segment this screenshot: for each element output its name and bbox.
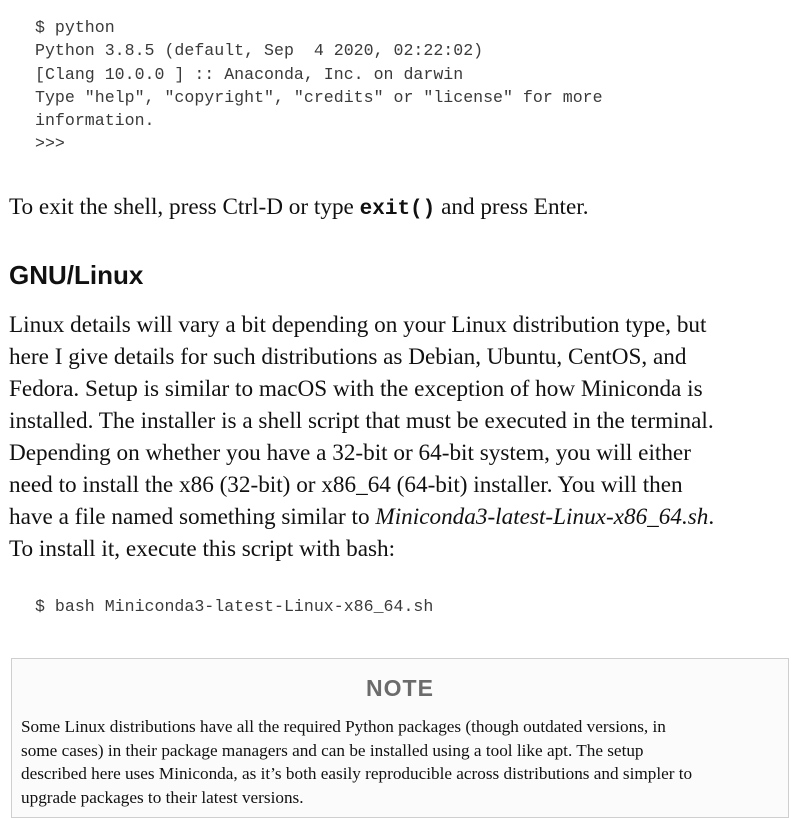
bash-command-block [35,595,433,618]
note-line: Some Linux distributions have all the required Python packages (though outdated versions, in [21,717,666,736]
paragraph-line: To install it, execute this script with bash: [9,536,396,562]
python-shell-output [35,16,603,156]
note-box [11,658,789,818]
paragraph-line: Depending on whether you have a 32-bit or 64-bit system, you will either [9,440,691,466]
note-line: described here uses Miniconda, as it’s both easily reproducible across distributions and simpler to [21,764,693,784]
exit-text-before: To exit the shell, press Ctrl-D or type [9,194,360,220]
exit-text-after: and press Enter. [435,194,589,220]
code-line: $ python [35,18,115,37]
paragraph-line: need to install the x86 (32-bit) or x86_64 (64-bit) installer. You will then [9,472,683,498]
paragraph-line: Fedora. Setup is similar to macOS with the exception of how Miniconda is [9,376,703,402]
line7-after: . [708,504,715,530]
bash-command: $ bash Miniconda3-latest-Linux-x86_64.sh [35,597,434,616]
paragraph-line: installed. The installer is a shell script that must be executed in the terminal. [9,408,714,434]
exit-instruction-paragraph [9,191,589,226]
linux-details-paragraph [9,309,714,565]
code-line: >>> [35,134,65,154]
paragraph-line: here I give details for such distributions as Debian, Ubuntu, CentOS, and [9,344,687,370]
code-line: information. [35,111,155,131]
installer-filename: Miniconda3-latest-Linux-x86_64.sh [375,504,709,530]
note-title: NOTE [366,675,434,701]
code-line: Python 3.8.5 (default, Sep 4 2020, 02:22:02) [35,41,484,61]
code-line: Type "help", "copyright", "credits" or "license" for more [35,87,603,107]
note-text [21,715,692,809]
paragraph-line: Linux details will vary a bit depending on your Linux distribution type, but [9,312,707,338]
note-line: upgrade packages to their latest versions. [21,787,304,807]
note-line: some cases) in their package managers and can be installed using a tool like apt. The setup [21,740,644,760]
section-heading: GNU/Linux [9,260,144,290]
code-line: [Clang 10.0.0 ] :: Anaconda, Inc. on darwin [35,64,464,84]
paragraph-line [9,501,714,533]
exit-inline-code: exit() [359,198,436,221]
line7-before: have a file named something similar to [9,504,376,530]
